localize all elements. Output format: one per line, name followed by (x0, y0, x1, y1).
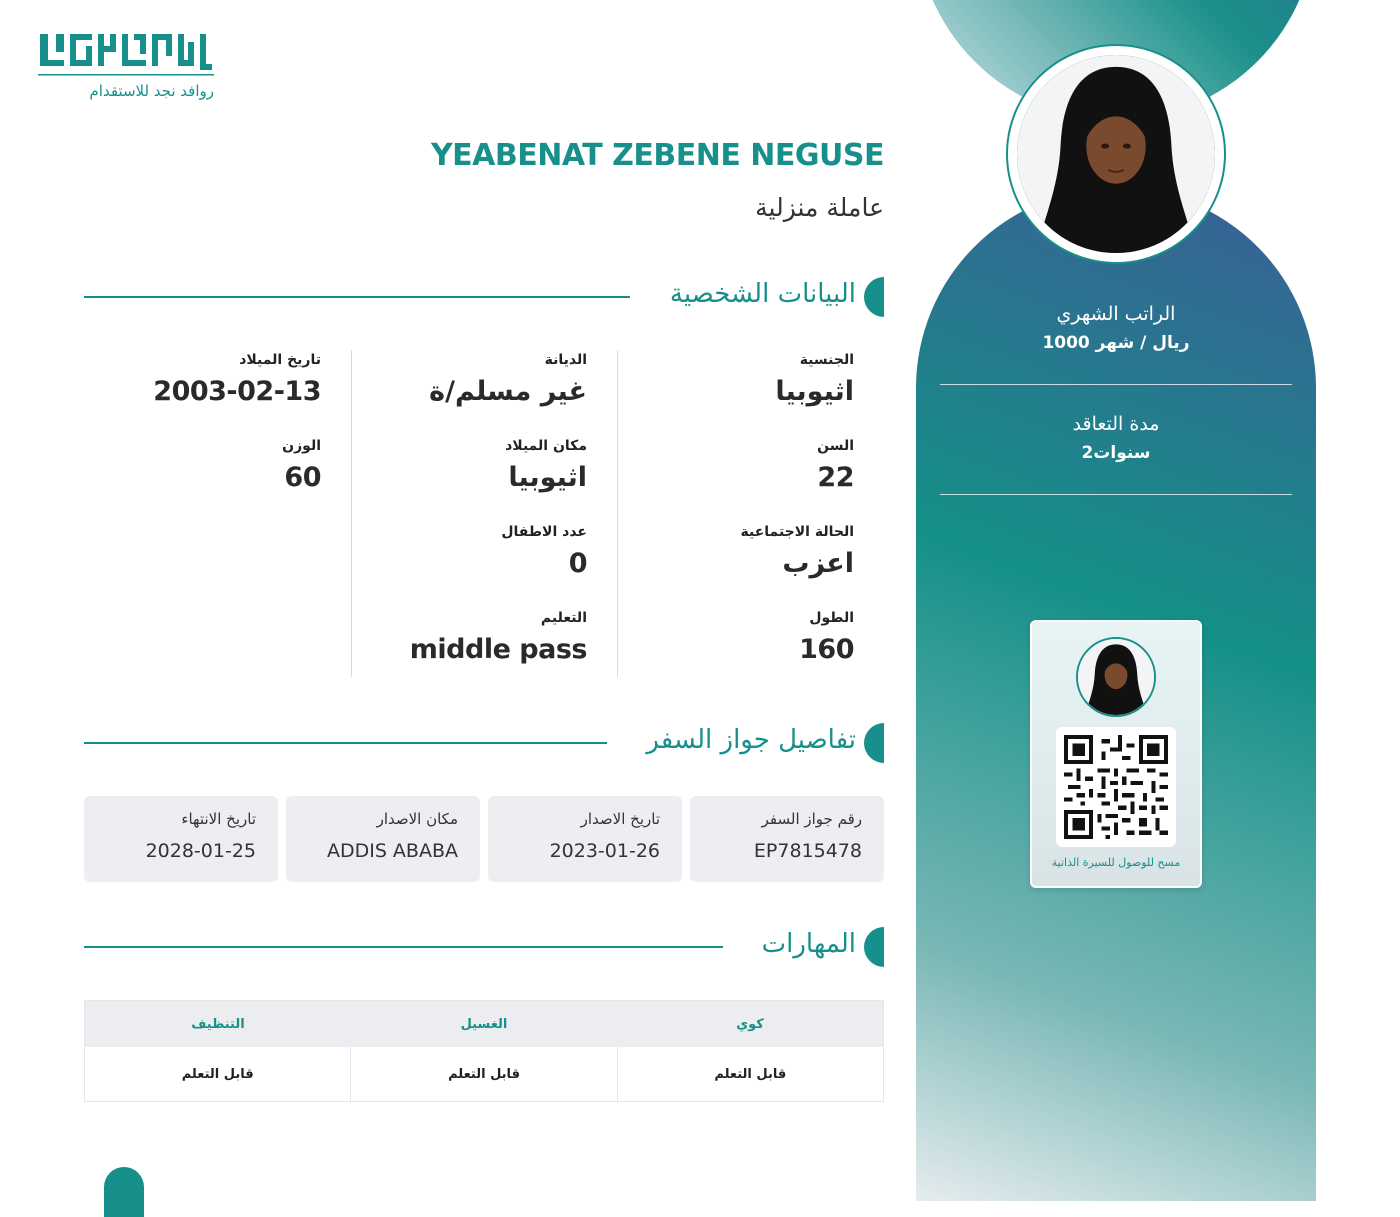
height-field (799, 610, 854, 665)
passport-cards (84, 796, 884, 882)
worker-photo-frame (1006, 44, 1226, 264)
skills-level-row (85, 1047, 883, 1101)
issue-date-card (488, 796, 682, 882)
field-label: عدد الاطفال (501, 524, 587, 540)
issue-place-card (286, 796, 480, 882)
salary-block (940, 303, 1292, 353)
sidebar-divider (940, 494, 1292, 495)
field-value: 0 (568, 548, 587, 579)
section-line (84, 742, 607, 744)
contract-value: 2سنوات (1081, 443, 1151, 463)
qr-caption: مسح للوصول للسيرة الذاتية (1051, 856, 1181, 869)
decorative-pill (104, 1167, 144, 1217)
field-label: السن (817, 438, 854, 454)
marital-field (741, 524, 854, 579)
field-label: الديانة (544, 352, 587, 368)
personal-column-2 (352, 350, 618, 677)
passport-number-card (690, 796, 884, 882)
section-tab (864, 723, 884, 763)
field-value: 60 (284, 462, 321, 493)
skill-level: قابل التعلم (350, 1047, 616, 1101)
salary-label: الراتب الشهري (1056, 303, 1176, 325)
field-label: التعليم (540, 610, 587, 626)
card-value: 2028-01-25 (145, 840, 256, 862)
qr-code-icon (1064, 735, 1168, 839)
card-label: مكان الاصدار (376, 810, 458, 828)
job-title: عاملة منزلية (755, 193, 884, 222)
section-line (84, 946, 723, 948)
education-field (410, 610, 587, 665)
logo-mark-icon (38, 30, 214, 76)
section-tab (864, 277, 884, 317)
section-passport-header (84, 723, 884, 763)
card-label: تاريخ الانتهاء (181, 810, 256, 828)
field-value: اثيوبيا (775, 376, 854, 407)
age-field (817, 438, 854, 493)
field-label: الجنسية (799, 352, 854, 368)
section-title: المهارات (761, 929, 856, 959)
qr-avatar (1076, 637, 1156, 717)
field-label: الطول (809, 610, 854, 626)
field-label: الحالة الاجتماعية (740, 524, 854, 540)
card-value: ADDIS ABABA (326, 840, 458, 862)
logo-text: روافد نجد للاستقدام (89, 82, 214, 100)
expiry-date-card (84, 796, 278, 882)
skill-header: التنظيف (191, 1016, 245, 1032)
personal-data-grid (84, 350, 884, 677)
weight-field (282, 438, 321, 493)
nationality-field (775, 352, 854, 407)
skill-level: قابل التعلم (617, 1047, 883, 1101)
card-value: 2023-01-26 (549, 840, 660, 862)
field-value: اعزب (782, 548, 854, 579)
qr-code[interactable] (1056, 727, 1176, 847)
worker-portrait-image (1017, 55, 1215, 253)
sidebar-divider (940, 384, 1292, 385)
birthplace-field (505, 438, 587, 493)
contract-label: مدة التعاقد (1072, 413, 1160, 435)
field-value: 160 (799, 634, 854, 665)
skills-header-row (85, 1001, 883, 1047)
personal-column-3 (86, 350, 352, 677)
card-label: رقم جواز السفر (761, 810, 862, 828)
field-value: اثيوبيا (508, 462, 587, 493)
section-tab (864, 927, 884, 967)
personal-column-1 (618, 350, 884, 677)
skills-table (84, 1000, 884, 1102)
religion-field (429, 352, 587, 407)
card-value: EP7815478 (753, 840, 862, 862)
company-logo (38, 30, 216, 104)
worker-thumbnail-image (1078, 639, 1154, 715)
field-value: 2003-02-13 (153, 376, 321, 407)
field-value: غير مسلم/ة (429, 376, 587, 407)
card-label: تاريخ الاصدار (580, 810, 660, 828)
salary-value: 1000 ريال / شهر (1042, 333, 1190, 353)
birthdate-field (153, 352, 321, 407)
field-value: middle pass (409, 634, 587, 665)
worker-photo (1017, 55, 1215, 253)
section-skills-header (84, 927, 884, 967)
field-label: الوزن (282, 438, 321, 454)
field-label: مكان الميلاد (505, 438, 587, 454)
skill-level: قابل التعلم (181, 1066, 254, 1082)
skill-header: الغسيل (460, 1016, 508, 1032)
worker-name: YEABENAT ZEBENE NEGUSE (430, 138, 884, 173)
section-title: البيانات الشخصية (669, 279, 856, 309)
section-title: تفاصيل جواز السفر (646, 725, 856, 755)
skill-header: كوي (736, 1016, 764, 1032)
contract-block (940, 413, 1292, 463)
children-field (501, 524, 587, 579)
field-label: تاريخ الميلاد (239, 352, 321, 368)
section-personal-header (84, 277, 884, 317)
field-value: 22 (817, 462, 854, 493)
qr-card[interactable] (1030, 620, 1202, 888)
section-line (84, 296, 630, 298)
